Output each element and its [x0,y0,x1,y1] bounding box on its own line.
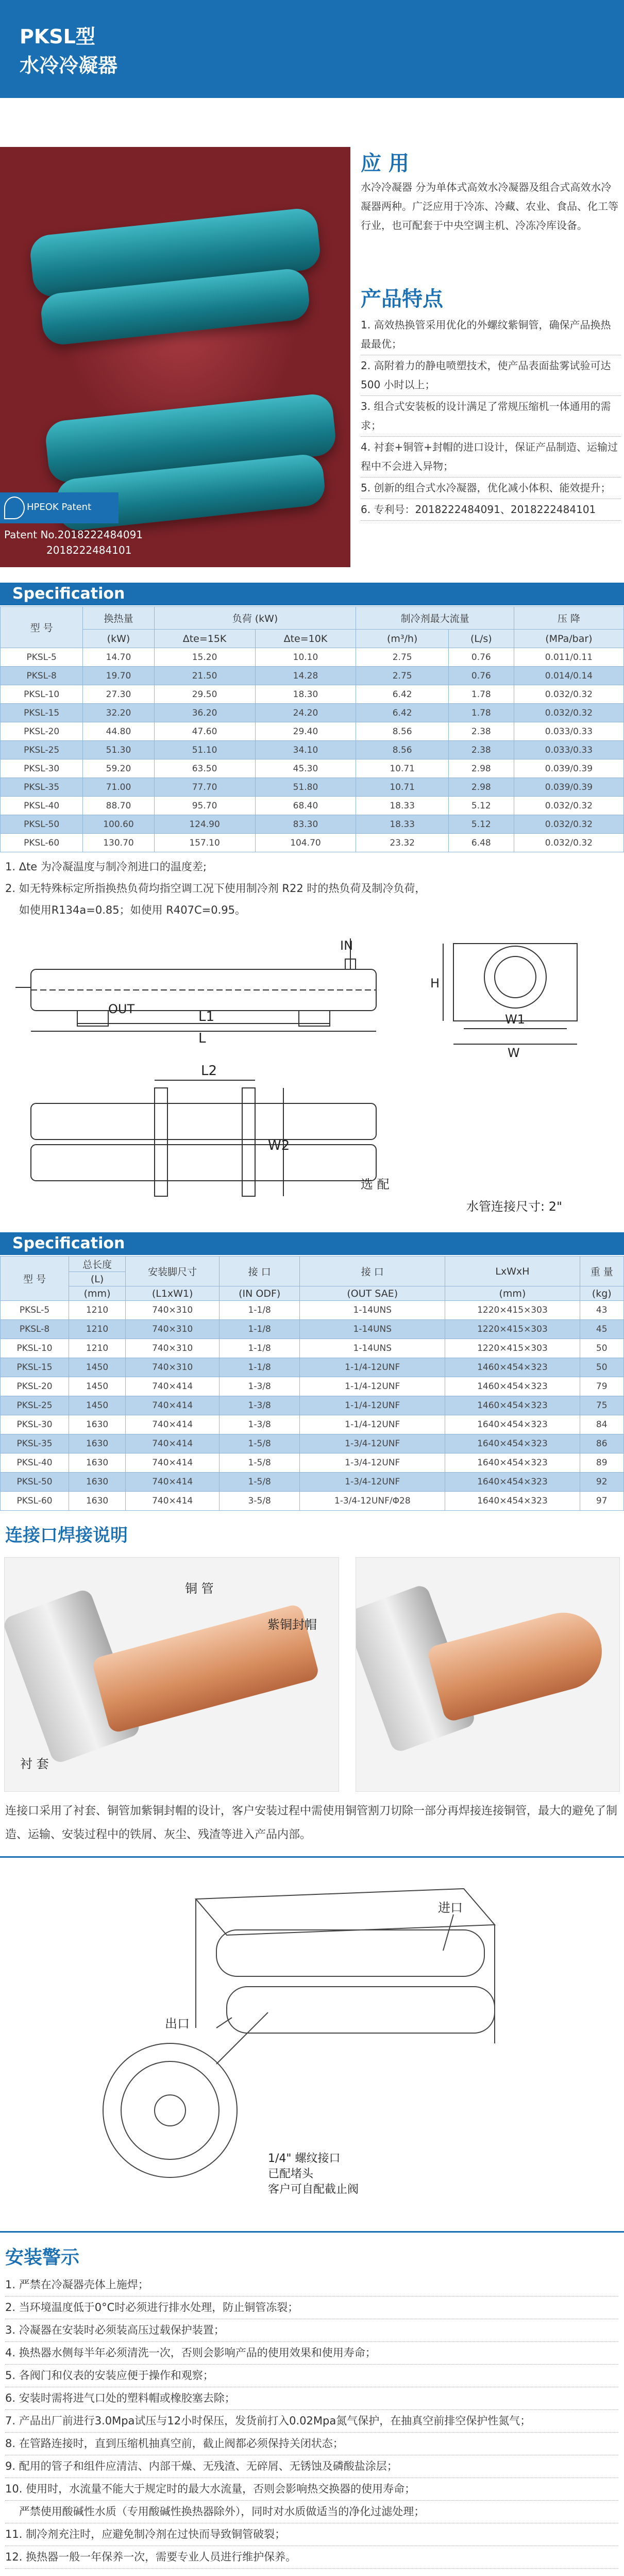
table-cell: 1220×415×303 [445,1320,580,1339]
table-row [1,759,624,778]
table-cell: 43 [580,1301,624,1320]
table-cell: 63.50 [154,759,255,778]
col-load-15k: Δte=15K [154,630,255,648]
patent-logo-text: HPEOK Patent [27,502,92,513]
table-cell: 740×414 [126,1492,220,1511]
table-cell: 0.033/0.33 [514,741,623,759]
table-cell: 1-3/8 [220,1396,300,1415]
dimension-drawing [0,928,624,1217]
col-outlet-unit: (OUT SAE) [300,1286,445,1301]
installation-illustration [0,1856,624,2233]
table-cell: 89 [580,1454,624,1473]
table-cell: 1640×454×323 [445,1434,580,1454]
table-cell: 95.70 [154,797,255,815]
table-row [1,1492,624,1511]
warning-item: 5. 各阀门和仪表的安装应便于操作和观察； [5,2365,618,2387]
table-cell: 6.42 [356,704,448,722]
table-cell: PKSL-40 [1,1454,69,1473]
table-cell: 15.20 [154,648,255,667]
spec-table-capacity [0,606,624,852]
table-cell: 1-14UNS [300,1301,445,1320]
table-row [1,648,624,667]
table-cell: 6.42 [356,685,448,704]
table-cell: PKSL-8 [1,667,83,685]
table-cell: 0.032/0.32 [514,834,623,852]
col-model: 型 号 [1,607,83,648]
table-cell: 18.33 [356,797,448,815]
table-cell: 79 [580,1377,624,1396]
warning-item: 2. 当环境温度低于0°C时必须进行排水处理，防止铜管冻裂； [5,2297,618,2319]
warning-item: 6. 安装时需将进气口处的塑料帽或橡胶塞去除； [5,2387,618,2410]
features-heading: 产品特点 [361,287,443,311]
product-photo [0,147,350,567]
table-cell: 1-3/8 [220,1377,300,1396]
table-cell: 2.38 [448,741,514,759]
plan-view-drawing [31,1080,376,1196]
table-cell: 29.40 [255,722,356,741]
application-heading: 应 用 [361,152,409,175]
table-cell: 86 [580,1434,624,1454]
table-cell: 88.70 [83,797,154,815]
installation-drawing [0,1858,624,2231]
table-cell: 84 [580,1415,624,1434]
table-cell: 8.56 [356,741,448,759]
table-cell: 1-1/4-12UNF [300,1396,445,1415]
table-cell: PKSL-50 [1,1473,69,1492]
table-cell: 92 [580,1473,624,1492]
patent-logo [0,492,119,523]
table-cell: 740×414 [126,1473,220,1492]
table-cell: 77.70 [154,778,255,797]
table-cell: 0.76 [448,667,514,685]
table-cell: 1630 [69,1473,126,1492]
table-cell: 0.032/0.32 [514,685,623,704]
table-cell: PKSL-15 [1,1358,69,1377]
patent-number-1: Patent No.2018222484091 [4,529,143,541]
table-cell: PKSL-15 [1,704,83,722]
table-cell: 1220×415×303 [445,1339,580,1358]
table-cell: 10.71 [356,759,448,778]
table-cell: 32.20 [83,704,154,722]
warning-item: 12. 换热器一般一年保养一次，需要专业人员进行维护保养。 [5,2546,618,2569]
col-flow: 制冷剂最大流量 [356,607,514,630]
table-cell: 100.60 [83,815,154,834]
table-cell: 130.70 [83,834,154,852]
table-cell: 1210 [69,1339,126,1358]
col-load: 负荷 (kW) [154,607,356,630]
table-cell: 1-1/8 [220,1339,300,1358]
warning-item: 1. 严禁在冷凝器壳体上施焊； [5,2274,618,2297]
col-length-unit: (mm) [69,1286,126,1301]
note-line: 1. Δte 为冷凝温度与制冷剂进口的温度差; [5,861,207,873]
table-cell: 47.60 [154,722,255,741]
table-cell: PKSL-25 [1,1396,69,1415]
feature-item: 4. 衬套+铜管+封帽的进口设计，保证产品制造、运输过程中不会进入异物； [361,437,621,477]
table-cell: 1-1/8 [220,1320,300,1339]
table-cell: 1640×454×323 [445,1415,580,1434]
feature-item: 3. 组合式安装板的设计满足了常规压缩机一体通用的需求； [361,396,621,437]
col-flow-ls: (L/s) [448,630,514,648]
table-cell: 1.78 [448,704,514,722]
welding-photo-cut [356,1557,620,1792]
table-cell: 2.75 [356,648,448,667]
table-cell: 124.90 [154,815,255,834]
col-model: 型 号 [1,1257,69,1301]
table-cell: 0.76 [448,648,514,667]
warning-item: 4. 换热器水侧每半年必须清洗一次，否则会影响产品的使用效果和使用寿命； [5,2342,618,2365]
table-cell: 1-3/8 [220,1415,300,1434]
table-cell: 1460×454×323 [445,1396,580,1415]
table-cell: PKSL-10 [1,685,83,704]
table-cell: PKSL-35 [1,778,83,797]
inlet-label: IN [340,938,353,953]
inlet-label: 进口 [438,1901,463,1915]
col-dims: LxWxH [445,1257,580,1286]
table-cell: 1-3/4-12UNF [300,1454,445,1473]
table-cell: 0.014/0.14 [514,667,623,685]
table-cell: 1460×454×323 [445,1377,580,1396]
table-row [1,1415,624,1434]
table-cell: 157.10 [154,834,255,852]
table-row [1,778,624,797]
spec-notes [5,856,618,921]
warning-item: 严禁使用酸碱性水质（专用酸碱性换热器除外），同时对水质做适当的净化过滤处理； [5,2501,618,2523]
table-cell: 5.12 [448,797,514,815]
table-cell: 1640×454×323 [445,1492,580,1511]
side-view-drawing [443,944,577,1044]
table-row [1,1320,624,1339]
table-cell: 68.40 [255,797,356,815]
outlet-label: 出口 [165,2017,190,2031]
product-name-title: 水冷冷凝器 [20,54,118,77]
table-cell: 1-3/4-12UNF [300,1434,445,1454]
table-cell: 1630 [69,1454,126,1473]
spec-table-dimensions [0,1256,624,1511]
table-cell: PKSL-5 [1,648,83,667]
table-cell: 21.50 [154,667,255,685]
table-cell: 1-1/4-12UNF [300,1415,445,1434]
patent-number-2: 2018222484101 [46,544,132,556]
col-length-sym: (L) [69,1272,126,1286]
dim-w: W [508,1046,520,1060]
warning-item: 9. 配用的管子和组件应清洁、内部干燥、无残渣、无碎屑、无锈蚀及磷酸盐涂层； [5,2455,618,2478]
feature-item: 5. 创新的组合式水冷凝器，优化减小体积、能效提升； [361,477,621,499]
table-cell: PKSL-5 [1,1301,69,1320]
table-cell: 0.011/0.11 [514,648,623,667]
table-cell: 1-5/8 [220,1434,300,1454]
table-cell: 10.71 [356,778,448,797]
table-cell: 1450 [69,1358,126,1377]
plug-label-3: 客户可自配截止阀 [268,2183,359,2196]
table-cell: 104.70 [255,834,356,852]
table-cell: 0.039/0.39 [514,759,623,778]
welding-photo-capped [4,1557,339,1792]
table-cell: 1630 [69,1492,126,1511]
table-cell: 44.80 [83,722,154,741]
table-cell: 740×310 [126,1358,220,1377]
table-cell: 1-1/4-12UNF [300,1358,445,1377]
header-banner [0,0,624,98]
table-cell: 740×414 [126,1434,220,1454]
table-cell: 1630 [69,1415,126,1434]
col-heat: 换热量 [83,607,154,630]
table-cell: 19.70 [83,667,154,685]
warnings-list [5,2274,618,2569]
note-line: 如使用R134a=0.85；如使用 R407C=0.95。 [5,904,246,916]
table-row [1,1473,624,1492]
table-cell: 50 [580,1358,624,1377]
table-cell: PKSL-30 [1,759,83,778]
front-view-drawing [15,938,376,1031]
table-cell: 6.48 [448,834,514,852]
table-row [1,667,624,685]
table-cell: 71.00 [83,778,154,797]
table-cell: 36.20 [154,704,255,722]
table-cell: 1220×415×303 [445,1301,580,1320]
table-cell: 50 [580,1339,624,1358]
table-cell: 5.12 [448,815,514,834]
col-load-10k: Δte=10K [255,630,356,648]
feature-item: 2. 高附着力的静电喷塑技术，使产品表面盐雾试验可达 500 小时以上； [361,355,621,396]
table-cell: 18.30 [255,685,356,704]
application-text: 水冷冷凝器 分为单体式高效水冷凝器及组合式高效水冷凝器两种。广泛应用于冷冻、冷藏、农业、食品、化工等行业，也可配套于中央空调主机、冷冻冷库设备。 [361,181,618,232]
col-outlet: 接 口 [300,1257,445,1286]
table-cell: 1460×454×323 [445,1358,580,1377]
plug-label-2: 已配堵头 [268,2168,314,2181]
table-cell: PKSL-30 [1,1415,69,1434]
table-cell: PKSL-60 [1,1492,69,1511]
warning-item: 11. 制冷剂充注时，应避免制冷剂在过快而导致铜管破裂； [5,2523,618,2546]
dim-w1: W1 [505,1012,525,1027]
copper-cap-label: 紫铜封帽 [267,1617,317,1632]
col-length: 总长度 [69,1257,126,1272]
dim-l: L [198,1031,206,1046]
table-cell: 1-1/8 [220,1301,300,1320]
water-pipe-size: 水管连接尺寸: 2" [466,1199,563,1214]
feature-item: 6. 专利号：2018222484091、2018222484101 [361,499,621,521]
optional-label: 选 配 [361,1177,390,1192]
table-cell: 1-5/8 [220,1454,300,1473]
col-weight-unit: (kg) [580,1286,624,1301]
table-cell: 1630 [69,1434,126,1454]
table-cell: 14.70 [83,648,154,667]
warning-item: 8. 在管路连接时，直到压缩机抽真空前，截止阀都必须保持关闭状态； [5,2433,618,2455]
col-dims-unit: (mm) [445,1286,580,1301]
table-cell: PKSL-40 [1,797,83,815]
table-cell: PKSL-20 [1,722,83,741]
table-row [1,741,624,759]
table-cell: 51.80 [255,778,356,797]
spec-heading-1: Specification [0,583,624,605]
table-row [1,1396,624,1415]
col-flow-m3h: (m³/h) [356,630,448,648]
table-cell: 2.98 [448,778,514,797]
table-cell: 2.38 [448,722,514,741]
table-row [1,1434,624,1454]
sleeve-label: 衬 套 [20,1757,49,1771]
table-cell: 1210 [69,1320,126,1339]
table-cell: 1-1/4-12UNF [300,1377,445,1396]
table-cell: 1-3/4-12UNF/Φ28 [300,1492,445,1511]
table-cell: 1.78 [448,685,514,704]
table-cell: PKSL-60 [1,834,83,852]
dim-l2: L2 [201,1063,217,1079]
table-cell: 83.30 [255,815,356,834]
col-pressure-unit: (MPa/bar) [514,630,623,648]
warnings-title: 安装警示 [5,2247,80,2268]
table-cell: 740×310 [126,1320,220,1339]
col-pressure: 压 降 [514,607,623,630]
table-row [1,1454,624,1473]
dim-w2: W2 [268,1138,290,1153]
table-row [1,1358,624,1377]
leaf-icon [4,497,25,519]
table-cell: 3-5/8 [220,1492,300,1511]
table-cell: PKSL-20 [1,1377,69,1396]
table-cell: 1-14UNS [300,1339,445,1358]
table-cell: 740×414 [126,1415,220,1434]
copper-tube-label: 铜 管 [185,1581,214,1596]
table-cell: 740×310 [126,1339,220,1358]
col-foot-unit: (L1xW1) [126,1286,220,1301]
warning-item: 3. 冷凝器在安装时必须装高压过载保护装置； [5,2319,618,2342]
table-cell: 0.032/0.32 [514,797,623,815]
product-model-title: PKSL型 [20,25,95,48]
table-cell: 0.032/0.32 [514,704,623,722]
table-cell: 2.98 [448,759,514,778]
table-cell: 0.039/0.39 [514,778,623,797]
feature-item: 1. 高效热换管采用优化的外螺纹紫铜管，确保产品换热最最优； [361,315,621,355]
table-cell: 14.28 [255,667,356,685]
outlet-label: OUT [108,1002,135,1016]
table-cell: 740×414 [126,1377,220,1396]
table-cell: 740×414 [126,1454,220,1473]
table-cell: 1640×454×323 [445,1473,580,1492]
warning-item: 10. 使用时，水流量不能大于规定时的最大水流量，否则会影响热交换器的使用寿命； [5,2478,618,2501]
table-cell: 27.30 [83,685,154,704]
table-cell: 1640×454×323 [445,1454,580,1473]
table-row [1,797,624,815]
table-cell: 59.20 [83,759,154,778]
copper-tube-cut-shape [426,1604,611,1723]
table-cell: 740×310 [126,1301,220,1320]
table-row [1,704,624,722]
col-weight: 重 量 [580,1257,624,1286]
col-heat-unit: (kW) [83,630,154,648]
plug-label-1: 1/4" 螺纹接口 [268,2152,341,2165]
table-cell: 1450 [69,1396,126,1415]
table-row [1,1339,624,1358]
table-row [1,834,624,852]
features-list [361,315,621,521]
table-row [1,722,624,741]
table-cell: 45.30 [255,759,356,778]
welding-title: 连接口焊接说明 [5,1525,128,1546]
table-cell: 1210 [69,1301,126,1320]
table-cell: 18.33 [356,815,448,834]
table-cell: PKSL-8 [1,1320,69,1339]
table-cell: 51.10 [154,741,255,759]
table-row [1,1301,624,1320]
table-cell: 1450 [69,1377,126,1396]
table-row [1,1377,624,1396]
table-cell: 23.32 [356,834,448,852]
table-cell: PKSL-35 [1,1434,69,1454]
table-cell: PKSL-25 [1,741,83,759]
table-cell: 34.10 [255,741,356,759]
table-cell: 45 [580,1320,624,1339]
col-foot: 安装脚尺寸 [126,1257,220,1286]
table-row [1,685,624,704]
table-cell: 29.50 [154,685,255,704]
table-cell: 1-1/8 [220,1358,300,1377]
table-cell: 0.033/0.33 [514,722,623,741]
table-cell: PKSL-50 [1,815,83,834]
table-cell: 51.30 [83,741,154,759]
table-cell: 75 [580,1396,624,1415]
table-row [1,815,624,834]
table-cell: 10.10 [255,648,356,667]
table-cell: 24.20 [255,704,356,722]
spec-heading-2: Specification [0,1232,624,1255]
table-cell: 740×414 [126,1396,220,1415]
table-cell: 97 [580,1492,624,1511]
welding-description: 连接口采用了衬套、铜管加紫铜封帽的设计，客户安装过程中需使用铜管割刀切除一部分再焊接连接铜管，最大的避免了制造、运输、安装过程中的铁屑、灰尘、残渣等进入产品内部。 [5,1805,618,1841]
note-line: 2. 如无特殊标定所指换热负荷均指空调工况下使用制冷剂 R22 时的热负荷及制冷负荷， [5,882,426,895]
table-cell: PKSL-10 [1,1339,69,1358]
table-cell: 1-5/8 [220,1473,300,1492]
col-inlet-unit: (IN ODF) [220,1286,300,1301]
table-cell: 1-14UNS [300,1320,445,1339]
warning-item: 7. 产品出厂前进行3.0Mpa试压与12小时保压，发货前打入0.02Mpa氮气保护，在抽真空前排空保护性氮气； [5,2410,618,2433]
table-cell: 0.032/0.32 [514,815,623,834]
dim-l1: L1 [198,1009,215,1025]
dim-h: H [430,976,440,990]
table-cell: 1-3/4-12UNF [300,1473,445,1492]
table-cell: 8.56 [356,722,448,741]
table-cell: 2.75 [356,667,448,685]
col-inlet: 接 口 [220,1257,300,1286]
